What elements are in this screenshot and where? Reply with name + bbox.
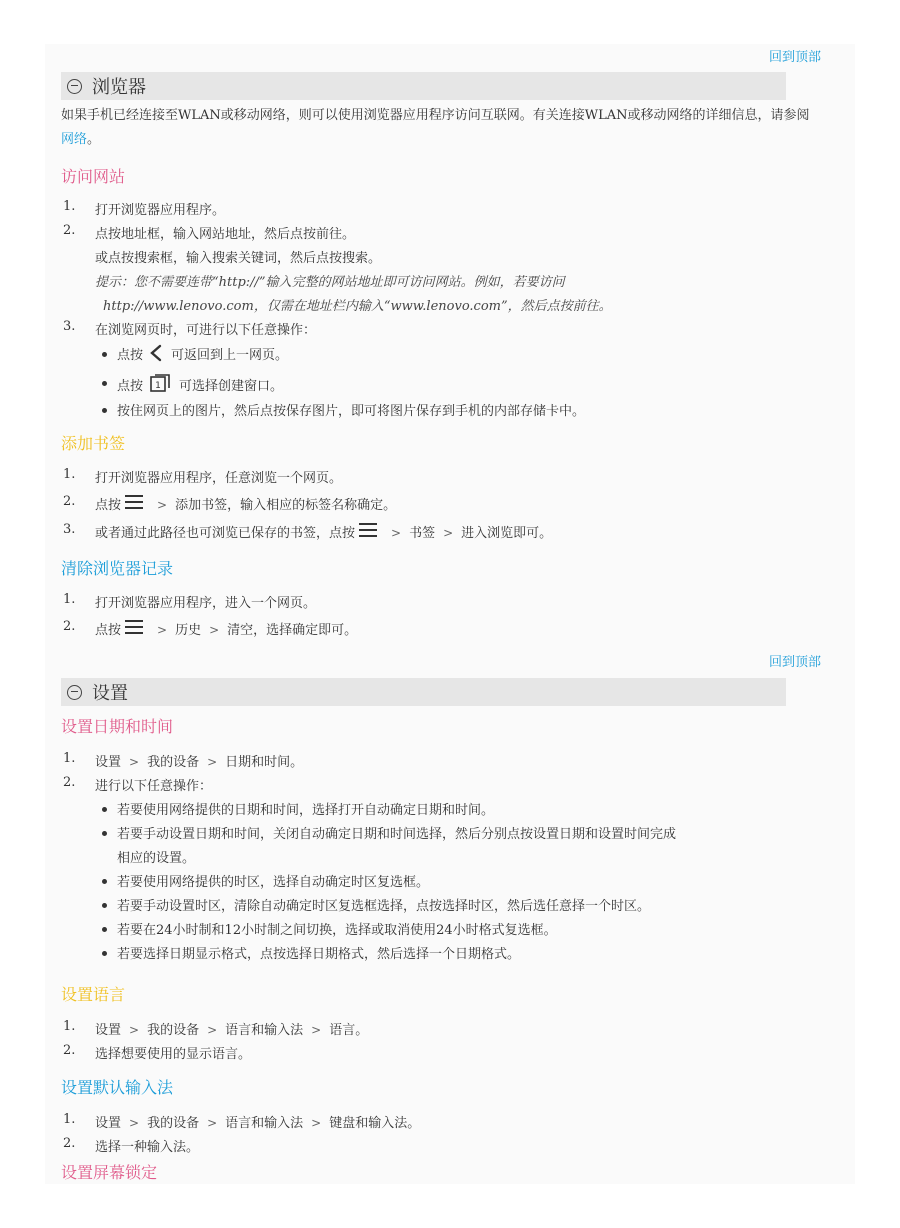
collapse-icon[interactable] — [67, 685, 82, 700]
bullet-item: 若要手动设置时区，清除自动确定时区复选框选择，点按选择时区，然后选任意择一个时区。 — [117, 895, 650, 914]
menu-icon — [125, 495, 143, 510]
subheading-input-method: 设置默认输入法 — [61, 1078, 174, 1097]
subheading-datetime: 设置日期和时间 — [61, 717, 174, 736]
collapse-icon[interactable] — [67, 79, 82, 94]
bullet-item: 点按 1 可选择创建窗口。 — [117, 373, 283, 394]
section-title: 浏览器 — [92, 77, 146, 98]
bullet-item: 点按 可返回到上一网页。 — [117, 344, 288, 363]
back-to-top-link[interactable]: 回到顶部 — [768, 655, 821, 670]
back-to-top-link[interactable]: 回到顶部 — [768, 50, 821, 65]
bullet-item: 若要使用网络提供的日期和时间，选择打开自动确定日期和时间。 — [117, 799, 494, 818]
window-icon — [149, 373, 171, 393]
section-title: 设置 — [92, 683, 128, 704]
section-header-settings[interactable] — [61, 678, 786, 706]
bullet-item: 若要使用网络提供的时区，选择自动确定时区复选框。 — [117, 871, 429, 890]
network-link[interactable]: 网络 — [61, 132, 88, 147]
tip-text: 提示：您不需要连带“http://”输入完整的网站地址即可访问网站。例如，若要访问 — [95, 275, 565, 290]
section-header-browser[interactable] — [61, 72, 786, 100]
subheading-bookmarks: 添加书签 — [61, 434, 126, 453]
bullet-item: 若要在24小时制和12小时制之间切换，选择或取消使用24小时格式复选框。 — [117, 919, 557, 938]
subheading-visit: 访问网站 — [61, 167, 126, 186]
bullet-item: 按住网页上的图片，然后点按保存图片，即可将图片保存到手机的内部存储卡中。 — [117, 400, 585, 419]
list-item-text: 或点按搜索框，输入搜索关键词，然后点按搜索。 — [95, 251, 382, 266]
subheading-screen-lock: 设置屏幕锁定 — [61, 1163, 158, 1182]
back-arrow-icon — [149, 344, 163, 362]
menu-icon — [125, 620, 143, 635]
bullet-item-cont: 相应的设置。 — [117, 851, 196, 866]
subheading-clear-history: 清除浏览器记录 — [61, 559, 174, 578]
svg-text:1: 1 — [155, 381, 161, 391]
bullet-item: 若要选择日期显示格式，点按选择日期格式，然后选择一个日期格式。 — [117, 943, 520, 962]
subheading-language: 设置语言 — [61, 985, 126, 1004]
menu-icon — [359, 523, 377, 538]
browser-intro: 如果手机已经连接至WLAN或移动网络，则可以使用浏览器应用程序访问互联网。有关连接WLAN或移动网络的详细信息，请参阅网络。 — [61, 108, 810, 147]
tip-text: http://www.lenovo.com，仅需在地址栏内输入“www.lenovo.com”，然后点按前往。 — [103, 299, 612, 314]
document-page: 回到顶部 浏览器 如果手机已经连接至WLAN或移动网络，则可以使用浏览器应用程序访问互联网。有关连接WLAN或移动网络的详细信息，请参阅网络。 访问网站 1. 打开浏览器应用程序。 2. 点按地址框，输入网站地址，然后点按前往。 或点按搜索框，输入搜索关键词，然后点按搜索。 提示：您不需要连带“http://”输入完整的网站地址即可访问网站。例如，若要访问 http://www.lenovo.com，仅需在地址栏内输入“www.lenovo.com”，然后点按前往。 3. 在浏览网页时，可进行以下任意操作： 点按 可返回到上一网页。 点按 1 可选择创建窗口。 按住网页上的图片，然后点按保存图片，即可将图片保存到手机的内部存储卡中。 添加书签 1. 打开浏览器应用程序，任意浏览一个网页。 2. 点按 > 添加书签，输入相应的标签名称确定。 3. 或者通过此路径也可浏览已保存的书签，点按 > 书签 > 进入浏览即可。 清除浏览器记录 1. 打开浏览器应用程序，进入一个网页。 2. 点按 > 历史 > 清空，选择确定即可。 回到顶部 设置 设置日期和时间 1. 设置 > 我的设备 > 日期和时间。 2. 进行以下任意操作： 若要使用网络提供的日期和时间，选择打开自动确定日期和时间。 若要手动设置日期和时间，关闭自动确定日期和时间选择，然后分别点按设置日期和设置时间完成 相应的设置。 若要使用网络提供的时区，选择自动确定时区复选框。 若要手动设置时区，清除自动确定时区复选框选择，点按选择时区，然后选任意择一个时区。 若要在24小时制和12小时制之间切换，选择或取消使用24小时格式复选框。 若要选择日期显示格式，点按选择日期格式，然后选择一个日期格式。 设置语言 1. 设置 > 我的设备 > 语言和输入法 > 语言。 2. 选择想要使用的显示语言。 设置默认输入法 1. 设置 > 我的设备 > 语言和输入法 > 键盘和输入法。 2. 选择一种输入法。 设置屏幕锁定 — [45, 44, 855, 1184]
bullet-item: 若要手动设置日期和时间，关闭自动确定日期和时间选择，然后分别点按设置日期和设置时间完成 — [117, 823, 676, 842]
